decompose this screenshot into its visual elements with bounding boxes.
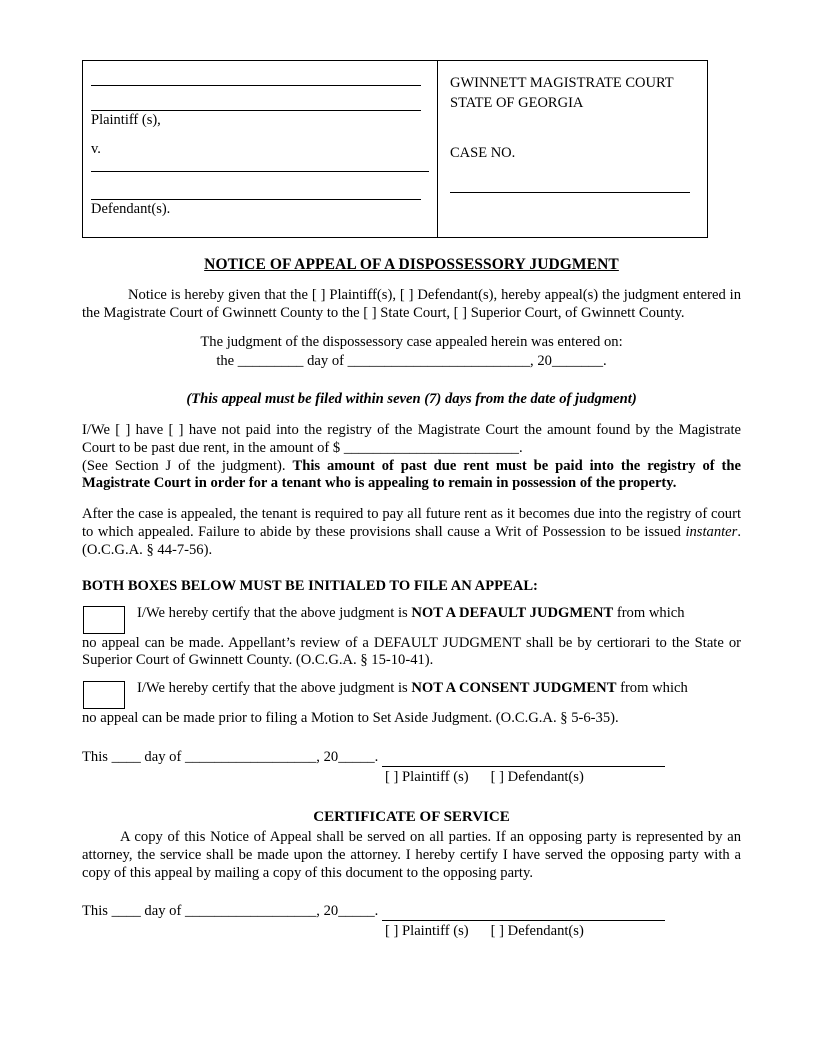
initial-box-default-judgment[interactable] (83, 606, 125, 634)
future-rent-text-1: After the case is appealed, the tenant is required to pay all future rent as it becomes due into the registry of court to which appealed. Failure to abide by these provisions shall cause a Writ of Possession to be issued (82, 506, 741, 540)
box2-lead: I/We hereby certify that the above judgment is (137, 680, 412, 697)
defendant-label: Defendant(s). (91, 201, 171, 217)
default-judgment-text (137, 605, 685, 623)
signature-2-plaintiff-check[interactable]: [ ] Plaintiff (s) (385, 923, 469, 940)
certificate-of-service-body: A copy of this Notice of Appeal shall be served on all parties. If an opposing party is represented by an attorney, the service shall be made upon the attorney. I hereby certify I have served the opposing party with a copy of this appeal by mailing a copy of this document to the opposing party. (82, 828, 741, 881)
signature-1-line-area (382, 749, 741, 786)
signature-1-date: This ____ day of __________________, 20_____. (82, 748, 379, 765)
signature-2-line-area (382, 903, 741, 940)
judgment-date-line: the _________ day of _________________________, 20_______. (216, 353, 607, 370)
registry-payment-line: I/We [ ] have [ ] have not paid into the registry of the Magistrate Court the amount found by the Magistrate Court to be past due rent, in the amount of $ ________________________. (82, 421, 741, 456)
judgment-entered-line: The judgment of the dispossessory case appealed herein was entered on: (200, 333, 623, 350)
future-rent-text-2: . (O.C.G.A. § 44-7-56). (82, 523, 741, 558)
signature-block-2 (82, 903, 741, 940)
plaintiff-label: Plaintiff (s), (91, 112, 161, 128)
certificate-of-service-title: CERTIFICATE OF SERVICE (313, 808, 510, 825)
signature-1-line[interactable] (382, 749, 665, 767)
signature-2-line[interactable] (382, 903, 665, 921)
signature-2-defendant-check[interactable]: [ ] Defendant(s) (490, 923, 584, 940)
signature-1-plaintiff-check[interactable]: [ ] Plaintiff (s) (385, 768, 469, 785)
versus-label: v. (91, 141, 101, 157)
signature-block-1 (82, 749, 741, 786)
case-no-line (450, 192, 690, 193)
consent-judgment-text (137, 680, 688, 698)
initial-box-consent-judgment[interactable] (83, 681, 125, 709)
plaintiff-name-line-1 (91, 85, 421, 86)
caption-parties-panel (83, 61, 438, 237)
notice-paragraph: Notice is hereby given that the [ ] Plaintiff(s), [ ] Defendant(s), hereby appeal(s) the judgment entered in the Magistrate Court of Gwinnett County to the [ ] State Court, [ ] Superior Court, of Gwinnett County. (82, 287, 741, 321)
initial-boxes-heading: BOTH BOXES BELOW MUST BE INITIALED TO FILE AN APPEAL: (82, 577, 538, 594)
box2-bold: NOT A CONSENT JUDGMENT (411, 680, 617, 697)
box1-lead: I/We hereby certify that the above judgment is (137, 604, 412, 621)
page-title: NOTICE OF APPEAL OF A DISPOSSESSORY JUDGMENT (204, 256, 619, 273)
box2-tail: from which (616, 680, 688, 697)
box1-bold: NOT A DEFAULT JUDGMENT (411, 604, 614, 621)
plaintiff-name-line-2 (91, 110, 421, 111)
state-name: STATE OF GEORGIA (450, 94, 584, 111)
initial-row-default-judgment (82, 605, 741, 634)
registry-note-plain: (See Section J of the judgment). (82, 457, 293, 474)
signature-2-date: This ____ day of __________________, 20_____. (82, 903, 379, 920)
court-name: GWINNETT MAGISTRATE COURT (450, 75, 674, 91)
case-no-label: CASE NO. (450, 145, 516, 162)
registry-note-bold: This amount of past due rent must be paid into the registry of the Magistrate Court in order for a tenant who is appealing to remain in possession of the property. (82, 457, 741, 492)
signature-1-caption (382, 769, 741, 786)
default-judgment-continuation: no appeal can be made. Appellant’s review of a DEFAULT JUDGMENT shall be by certiorari to the State or Superior Court of Gwinnett County. (O.C.G.A. § 15-10-41). (82, 634, 741, 669)
initial-row-consent-judgment (82, 680, 741, 709)
registry-note-line (82, 458, 741, 494)
instanter-italic: instanter (685, 523, 738, 540)
case-caption-box (82, 60, 708, 238)
caption-court-panel (438, 61, 707, 237)
filing-deadline-warning: (This appeal must be filed within seven (7) days from the date of judgment) (186, 391, 637, 408)
signature-2-caption (382, 923, 741, 940)
defendant-name-line-1 (91, 171, 429, 172)
box1-tail: from which (613, 604, 685, 621)
consent-judgment-continuation: no appeal can be made prior to filing a Motion to Set Aside Judgment. (O.C.G.A. § 5-6-35). (82, 710, 619, 727)
future-rent-paragraph (82, 506, 741, 559)
signature-1-defendant-check[interactable]: [ ] Defendant(s) (490, 768, 584, 785)
defendant-name-line-2 (91, 199, 421, 200)
